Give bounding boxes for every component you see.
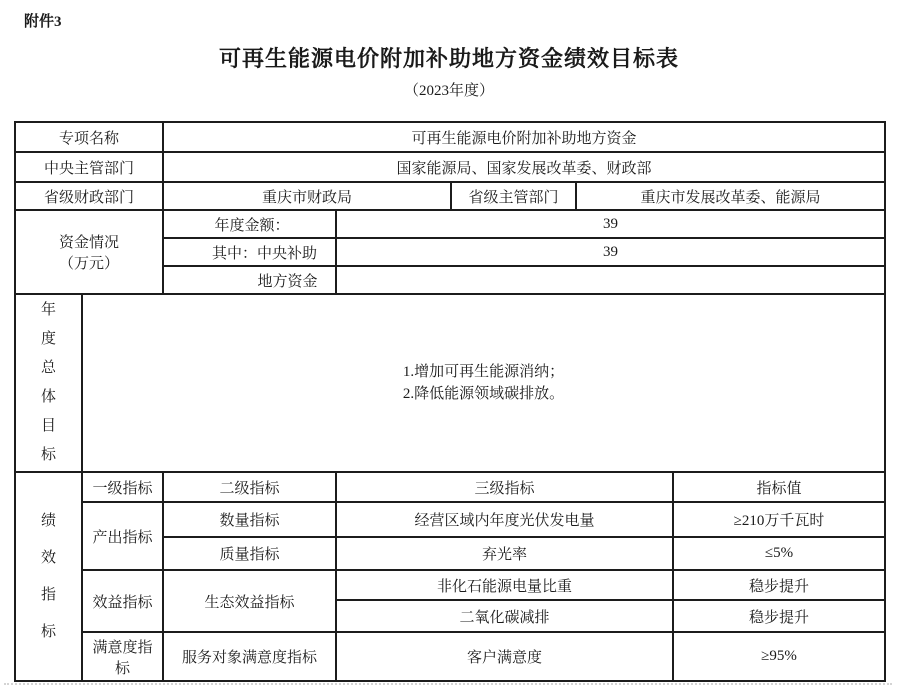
central-subsidy-value: 39 [336,238,885,266]
table-row [15,472,885,502]
value-nonfossil-share: 稳步提升 [673,570,885,600]
level2-quality: 质量指标 [163,537,336,570]
level3-curtailment-rate: 弃光率 [336,537,673,570]
goal-line-2: 2.降低能源领域碳排放。 [402,386,565,402]
level1-output: 产出指标 [82,502,163,570]
level1-benefit: 效益指标 [82,570,163,632]
central-dept-label: 中央主管部门 [15,152,163,182]
level2-service-satisfaction: 服务对象满意度指标 [163,632,336,681]
provincial-finance-label: 省级财政部门 [15,182,163,210]
funding-label-line2: （万元） [59,256,120,272]
attachment-label: 附件3 [24,14,62,30]
header-level1: 一级指标 [82,472,163,502]
table-row [15,502,885,537]
central-dept-value: 国家能源局、国家发展改革委、财政部 [163,152,885,182]
level3-nonfossil-share: 非化石能源电量比重 [336,570,673,600]
level3-customer-satisfaction: 客户满意度 [336,632,673,681]
page-title: 可再生能源电价附加补助地方资金绩效目标表 [218,46,679,71]
funding-section-label [15,210,163,294]
funding-label-line1: 资金情况 [59,235,120,251]
annual-amount-value: 39 [336,210,885,238]
value-curtailment-rate: ≤5% [673,537,885,570]
level3-pv-generation: 经营区域内年度光伏发电量 [336,502,673,537]
annual-goal-vertical-text: 年度总体目标 [41,302,57,463]
table-row [15,152,885,182]
annual-amount-label: 年度金额： [163,210,336,238]
annual-goal-content [82,294,885,472]
table-row [15,570,885,600]
header-value: 指标值 [673,472,885,502]
performance-section-label [15,472,82,681]
performance-target-table [14,121,886,682]
performance-vertical-text: 绩效指标 [41,512,57,640]
level2-eco-benefit: 生态效益指标 [163,570,336,632]
page-subtitle: （2023年度） [403,83,494,99]
table-row [15,632,885,681]
table-row [15,122,885,152]
provincial-finance-value: 重庆市财政局 [163,182,451,210]
provincial-dept-value: 重庆市发展改革委、能源局 [576,182,885,210]
local-fund-value [336,266,885,294]
value-co2-reduction: 稳步提升 [673,600,885,632]
header-level2: 二级指标 [163,472,336,502]
special-project-value: 可再生能源电价附加补助地方资金 [163,122,885,152]
header-level3: 三级指标 [336,472,673,502]
annual-goal-label [15,294,82,472]
table-row [15,210,885,238]
local-fund-label: 地方资金 [163,266,336,294]
table-row [15,182,885,210]
level3-co2-reduction: 二氧化碳减排 [336,600,673,632]
central-subsidy-label: 其中：中央补助 [163,238,336,266]
table-row [15,294,885,472]
goal-line-1: 1.增加可再生能源消纳； [402,364,565,380]
scan-artifact-line [4,683,892,685]
level1-satisfaction: 满意度指标 [82,632,163,681]
value-customer-satisfaction: ≥95% [673,632,885,681]
special-project-label: 专项名称 [15,122,163,152]
value-pv-generation: ≥210万千瓦时 [673,502,885,537]
provincial-dept-label: 省级主管部门 [451,182,576,210]
level2-quantity: 数量指标 [163,502,336,537]
